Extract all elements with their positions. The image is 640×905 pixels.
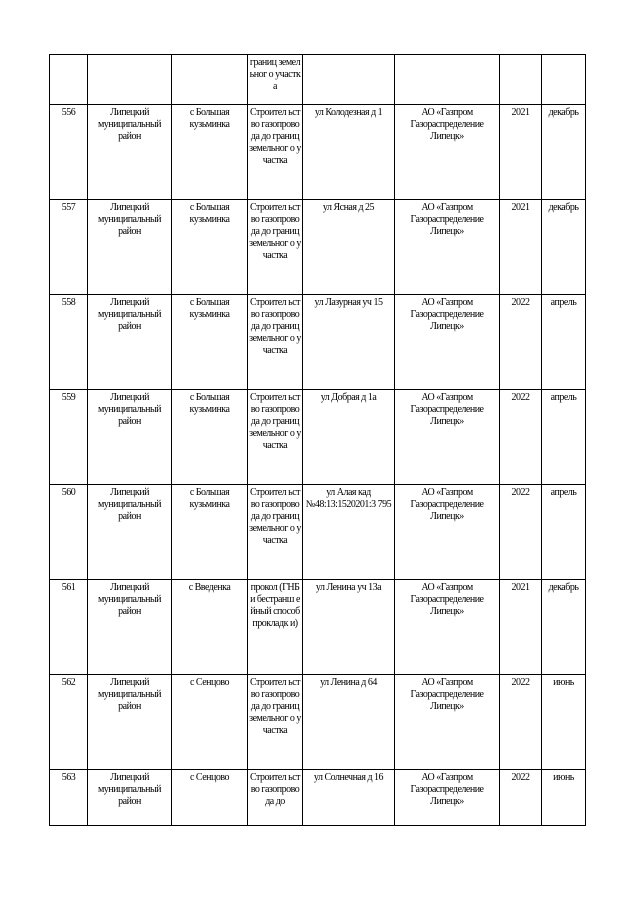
cell-work: Строител ьство газопрово да до границ земельног о участка xyxy=(248,675,303,770)
cell-year: 2021 xyxy=(500,580,542,675)
cell-num: 561 xyxy=(50,580,88,675)
cell-num: 557 xyxy=(50,200,88,295)
cell-address: ул Ясная д 25 xyxy=(303,200,395,295)
cell-year: 2022 xyxy=(500,485,542,580)
cell-num xyxy=(50,55,88,105)
cell-year: 2022 xyxy=(500,295,542,390)
cell-num: 563 xyxy=(50,770,88,826)
cell-address: ул Солнечная д 16 xyxy=(303,770,395,826)
cell-org: АО «Газпром Газораспределение Липецк» xyxy=(395,200,500,295)
cell-month: апрель xyxy=(542,390,586,485)
cell-org: АО «Газпром Газораспределение Липецк» xyxy=(395,675,500,770)
table-row xyxy=(50,675,586,770)
table-row xyxy=(50,770,586,826)
cell-district: Липецкий муниципальный район xyxy=(88,675,172,770)
cell-settlement: с Введенка xyxy=(172,580,248,675)
cell-settlement: с Большая кузьминка xyxy=(172,200,248,295)
cell-address: ул Добрая д 1а xyxy=(303,390,395,485)
cell-org: АО «Газпром Газораспределение Липецк» xyxy=(395,105,500,200)
table-row xyxy=(50,55,586,105)
cell-address xyxy=(303,55,395,105)
cell-month: июнь xyxy=(542,675,586,770)
cell-address: ул Лазурная уч 15 xyxy=(303,295,395,390)
cell-district: Липецкий муниципальный район xyxy=(88,580,172,675)
cell-address: ул Колодезная д 1 xyxy=(303,105,395,200)
cell-work: границ земельног о участка xyxy=(248,55,303,105)
cell-month xyxy=(542,55,586,105)
cell-district: Липецкий муниципальный район xyxy=(88,295,172,390)
cell-settlement: с Сенцово xyxy=(172,770,248,826)
cell-org: АО «Газпром Газораспределение Липецк» xyxy=(395,485,500,580)
cell-year: 2022 xyxy=(500,770,542,826)
table-row xyxy=(50,105,586,200)
table-row xyxy=(50,580,586,675)
cell-year: 2022 xyxy=(500,675,542,770)
cell-district xyxy=(88,55,172,105)
cell-month: декабрь xyxy=(542,200,586,295)
cell-work: Строител ьство газопрово да до границ земельног о участка xyxy=(248,390,303,485)
cell-num: 560 xyxy=(50,485,88,580)
cell-work: прокол (ГНБ и бестранш ейный способ прокладк и) xyxy=(248,580,303,675)
cell-org xyxy=(395,55,500,105)
cell-num: 558 xyxy=(50,295,88,390)
cell-address: ул Ленина д 64 xyxy=(303,675,395,770)
cell-work: Строител ьство газопрово да до границ земельног о участка xyxy=(248,295,303,390)
cell-org: АО «Газпром Газораспределение Липецк» xyxy=(395,295,500,390)
cell-settlement: с Большая кузьминка xyxy=(172,295,248,390)
cell-year: 2022 xyxy=(500,390,542,485)
cell-month: декабрь xyxy=(542,105,586,200)
cell-address: ул Ленина уч 13а xyxy=(303,580,395,675)
cell-month: апрель xyxy=(542,485,586,580)
cell-org: АО «Газпром Газораспределение Липецк» xyxy=(395,390,500,485)
cell-month: декабрь xyxy=(542,580,586,675)
cell-year xyxy=(500,55,542,105)
cell-settlement: с Большая кузьминка xyxy=(172,485,248,580)
cell-num: 562 xyxy=(50,675,88,770)
gas-connection-table xyxy=(49,54,586,826)
cell-settlement: с Большая кузьминка xyxy=(172,105,248,200)
cell-work: Строител ьство газопрово да до xyxy=(248,770,303,826)
cell-org: АО «Газпром Газораспределение Липецк» xyxy=(395,580,500,675)
cell-num: 556 xyxy=(50,105,88,200)
cell-district: Липецкий муниципальный район xyxy=(88,770,172,826)
cell-district: Липецкий муниципальный район xyxy=(88,200,172,295)
cell-settlement: с Сенцово xyxy=(172,675,248,770)
table-row xyxy=(50,295,586,390)
cell-month: апрель xyxy=(542,295,586,390)
table-row xyxy=(50,485,586,580)
cell-work: Строител ьство газопрово да до границ земельног о участка xyxy=(248,105,303,200)
cell-year: 2021 xyxy=(500,105,542,200)
cell-org: АО «Газпром Газораспределение Липецк» xyxy=(395,770,500,826)
cell-month: июнь xyxy=(542,770,586,826)
cell-year: 2021 xyxy=(500,200,542,295)
cell-district: Липецкий муниципальный район xyxy=(88,485,172,580)
cell-work: Строител ьство газопрово да до границ земельног о участка xyxy=(248,485,303,580)
table-row xyxy=(50,200,586,295)
cell-address: ул Алая кад №48:13:1520201:3 795 xyxy=(303,485,395,580)
cell-district: Липецкий муниципальный район xyxy=(88,105,172,200)
cell-district: Липецкий муниципальный район xyxy=(88,390,172,485)
cell-settlement xyxy=(172,55,248,105)
cell-settlement: с Большая кузьминка xyxy=(172,390,248,485)
table-row xyxy=(50,390,586,485)
cell-num: 559 xyxy=(50,390,88,485)
cell-work: Строител ьство газопрово да до границ земельног о участка xyxy=(248,200,303,295)
